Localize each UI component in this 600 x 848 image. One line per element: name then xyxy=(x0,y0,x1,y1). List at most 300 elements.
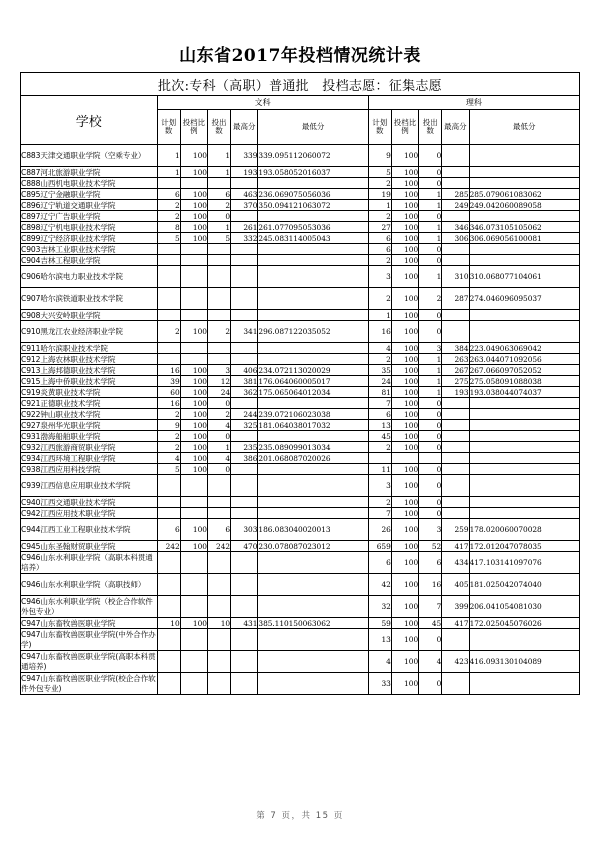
cell-like-admitted: 1 xyxy=(419,365,442,376)
table-row xyxy=(21,189,580,200)
cell-wenke-admitted: 4 xyxy=(208,453,231,464)
cell-like-admitted: 7 xyxy=(419,596,442,618)
table-row xyxy=(21,354,580,365)
cell-wenke-admitted: 3 xyxy=(208,365,231,376)
cell-like-ratio: 100 xyxy=(391,376,418,387)
page-title: 山东省2017年投档情况统计表 xyxy=(179,46,421,66)
cell-wenke-plan: 2 xyxy=(157,211,180,222)
cell-like-min-score xyxy=(469,398,579,409)
cell-like-min-score xyxy=(469,167,579,178)
cell-wenke-ratio xyxy=(180,343,207,354)
group-header-row xyxy=(21,96,580,110)
cell-like-plan: 13 xyxy=(368,629,391,651)
cell-wenke-max-score xyxy=(231,211,258,222)
cell-wenke-min-score xyxy=(258,651,368,673)
cell-wenke-min-score: 339.095112060072 xyxy=(258,145,368,167)
cell-like-max-score: 249 xyxy=(442,200,469,211)
cell-like-min-score xyxy=(469,244,579,255)
cell-wenke-ratio xyxy=(180,244,207,255)
cell-wenke-ratio: 100 xyxy=(180,376,207,387)
cell-wenke-ratio: 100 xyxy=(180,211,207,222)
cell-school-name: C927泉州华光职业学院 xyxy=(21,420,158,431)
cell-like-ratio: 100 xyxy=(391,387,418,398)
cell-wenke-admitted xyxy=(208,596,231,618)
cell-like-min-score: 416.093130104089 xyxy=(469,651,579,673)
cell-wenke-max-score xyxy=(231,596,258,618)
cell-wenke-max-score xyxy=(231,431,258,442)
cell-like-min-score: 172.012047078035 xyxy=(469,541,579,552)
cell-like-ratio: 100 xyxy=(391,552,418,574)
cell-like-plan: 16 xyxy=(368,321,391,343)
table-row xyxy=(21,497,580,508)
cell-like-min-score xyxy=(469,431,579,442)
cell-like-max-score: 306 xyxy=(442,233,469,244)
cell-like-plan: 2 xyxy=(368,211,391,222)
cell-like-ratio: 100 xyxy=(391,475,418,497)
cell-school-name: C883天津交通职业学院（空乘专业） xyxy=(21,145,158,167)
cell-wenke-min-score xyxy=(258,266,368,288)
table-row xyxy=(21,398,580,409)
cell-wenke-min-score xyxy=(258,508,368,519)
cell-wenke-plan: 2 xyxy=(157,409,180,420)
cell-wenke-admitted: 4 xyxy=(208,420,231,431)
cell-wenke-plan xyxy=(157,475,180,497)
cell-school-name: C931渤海船舶职业学院 xyxy=(21,431,158,442)
cell-like-plan: 659 xyxy=(368,541,391,552)
cell-school-name: C903吉林工业职业技术学院 xyxy=(21,244,158,255)
cell-wenke-ratio: 100 xyxy=(180,409,207,420)
cell-like-ratio: 100 xyxy=(391,442,418,453)
cell-like-plan: 1 xyxy=(368,200,391,211)
cell-wenke-max-score xyxy=(231,398,258,409)
cell-school-name: C906哈尔滨电力职业技术学院 xyxy=(21,266,158,288)
cell-like-max-score xyxy=(442,508,469,519)
cell-like-plan: 19 xyxy=(368,189,391,200)
cell-school-name: C946山东水利职业学院（高职本科贯通培养） xyxy=(21,552,158,574)
col-wenke-admitted: 投出数 xyxy=(208,110,231,145)
cell-wenke-admitted: 10 xyxy=(208,618,231,629)
cell-wenke-min-score: 175.065064012034 xyxy=(258,387,368,398)
cell-like-max-score xyxy=(442,167,469,178)
cell-like-min-score xyxy=(469,508,579,519)
cell-wenke-max-score xyxy=(231,508,258,519)
table-row xyxy=(21,519,580,541)
cell-like-plan: 2 xyxy=(368,497,391,508)
cell-wenke-plan: 60 xyxy=(157,387,180,398)
cell-wenke-ratio xyxy=(180,497,207,508)
cell-like-max-score: 263 xyxy=(442,354,469,365)
cell-like-admitted: 1 xyxy=(419,189,442,200)
table-row xyxy=(21,618,580,629)
cell-school-name: C921正德职业技术学院 xyxy=(21,398,158,409)
cell-like-admitted: 0 xyxy=(419,244,442,255)
cell-like-plan: 4 xyxy=(368,651,391,673)
cell-like-max-score xyxy=(442,442,469,453)
cell-like-max-score xyxy=(442,255,469,266)
cell-like-admitted: 16 xyxy=(419,574,442,596)
batch-info: 批次:专科（高职）普通批 投档志愿：征集志愿 xyxy=(21,73,580,96)
cell-wenke-admitted: 12 xyxy=(208,376,231,387)
table-row xyxy=(21,200,580,211)
cell-like-ratio xyxy=(391,453,418,464)
cell-wenke-max-score xyxy=(231,475,258,497)
cell-school-name: C919炎黄职业技术学院 xyxy=(21,387,158,398)
cell-wenke-max-score: 244 xyxy=(231,409,258,420)
cell-wenke-admitted: 2 xyxy=(208,409,231,420)
page-footer: 第 7 页，共 15 页 xyxy=(256,811,344,821)
cell-wenke-admitted xyxy=(208,673,231,695)
cell-school-name: C947山东畜牧兽医职业学院 xyxy=(21,618,158,629)
table-row xyxy=(21,255,580,266)
cell-wenke-min-score: 239.072106023038 xyxy=(258,409,368,420)
cell-wenke-plan: 39 xyxy=(157,376,180,387)
cell-wenke-min-score xyxy=(258,629,368,651)
cell-like-max-score xyxy=(442,497,469,508)
cell-like-min-score xyxy=(469,310,579,321)
cell-wenke-ratio: 100 xyxy=(180,519,207,541)
cell-wenke-admitted xyxy=(208,354,231,365)
cell-wenke-min-score: 245.083114005043 xyxy=(258,233,368,244)
cell-like-plan: 81 xyxy=(368,387,391,398)
cell-wenke-min-score xyxy=(258,255,368,266)
cell-wenke-max-score: 381 xyxy=(231,376,258,387)
cell-wenke-min-score xyxy=(258,552,368,574)
cell-wenke-max-score: 261 xyxy=(231,222,258,233)
cell-wenke-admitted: 1 xyxy=(208,442,231,453)
cell-wenke-max-score: 431 xyxy=(231,618,258,629)
table-row xyxy=(21,376,580,387)
cell-wenke-min-score: 385.110150063062 xyxy=(258,618,368,629)
cell-wenke-plan: 10 xyxy=(157,618,180,629)
cell-wenke-plan: 6 xyxy=(157,189,180,200)
cell-wenke-max-score xyxy=(231,629,258,651)
cell-wenke-ratio: 100 xyxy=(180,167,207,178)
cell-like-admitted: 0 xyxy=(419,497,442,508)
cell-like-admitted: 2 xyxy=(419,288,442,310)
cell-like-min-score xyxy=(469,255,579,266)
table-row xyxy=(21,442,580,453)
cell-wenke-min-score xyxy=(258,288,368,310)
cell-like-ratio: 100 xyxy=(391,409,418,420)
cell-wenke-admitted: 5 xyxy=(208,233,231,244)
cell-wenke-max-score xyxy=(231,266,258,288)
cell-like-min-score xyxy=(469,673,579,695)
cell-like-plan: 33 xyxy=(368,673,391,695)
cell-like-ratio: 100 xyxy=(391,354,418,365)
cell-wenke-plan: 2 xyxy=(157,442,180,453)
col-wenke-ratio: 投档比例 xyxy=(180,110,207,145)
cell-like-ratio: 100 xyxy=(391,178,418,189)
cell-wenke-admitted: 0 xyxy=(208,431,231,442)
cell-like-max-score xyxy=(442,464,469,475)
cell-wenke-ratio xyxy=(180,629,207,651)
cell-wenke-min-score: 236.069075056036 xyxy=(258,189,368,200)
cell-like-max-score xyxy=(442,310,469,321)
cell-wenke-min-score xyxy=(258,244,368,255)
table-row xyxy=(21,288,580,310)
cell-like-admitted: 1 xyxy=(419,266,442,288)
cell-wenke-plan xyxy=(157,651,180,673)
cell-like-max-score xyxy=(442,409,469,420)
cell-wenke-ratio xyxy=(180,574,207,596)
cell-like-ratio: 100 xyxy=(391,508,418,519)
cell-wenke-plan xyxy=(157,178,180,189)
cell-like-plan: 26 xyxy=(368,519,391,541)
cell-like-admitted: 0 xyxy=(419,464,442,475)
col-like-ratio: 投档比例 xyxy=(391,110,418,145)
cell-like-ratio: 100 xyxy=(391,365,418,376)
cell-like-plan: 13 xyxy=(368,420,391,431)
table-row xyxy=(21,178,580,189)
table-row xyxy=(21,673,580,695)
cell-like-max-score: 434 xyxy=(442,552,469,574)
cell-wenke-admitted: 242 xyxy=(208,541,231,552)
cell-like-min-score: 172.025045076026 xyxy=(469,618,579,629)
cell-school-name: C908大兴安岭职业学院 xyxy=(21,310,158,321)
cell-like-min-score: 267.066097052052 xyxy=(469,365,579,376)
cell-like-ratio: 100 xyxy=(391,310,418,321)
cell-wenke-plan xyxy=(157,244,180,255)
cell-like-plan: 2 xyxy=(368,255,391,266)
cell-wenke-min-score xyxy=(258,497,368,508)
cell-like-admitted: 0 xyxy=(419,508,442,519)
cell-like-plan: 27 xyxy=(368,222,391,233)
cell-like-ratio: 100 xyxy=(391,233,418,244)
cell-wenke-min-score xyxy=(258,574,368,596)
cell-like-max-score xyxy=(442,629,469,651)
table-row xyxy=(21,629,580,651)
cell-like-admitted: 0 xyxy=(419,475,442,497)
cell-like-plan: 2 xyxy=(368,288,391,310)
cell-like-admitted: 1 xyxy=(419,354,442,365)
cell-school-name: C904吉林工程职业学院 xyxy=(21,255,158,266)
cell-like-plan: 45 xyxy=(368,431,391,442)
cell-wenke-max-score xyxy=(231,354,258,365)
table-row xyxy=(21,651,580,673)
cell-school-name: C945山东圣翰财贸职业学院 xyxy=(21,541,158,552)
cell-like-max-score xyxy=(442,673,469,695)
cell-wenke-ratio: 100 xyxy=(180,618,207,629)
cell-wenke-min-score: 235.089099013034 xyxy=(258,442,368,453)
cell-like-ratio: 100 xyxy=(391,618,418,629)
cell-like-plan xyxy=(368,453,391,464)
cell-like-plan: 6 xyxy=(368,409,391,420)
cell-like-min-score: 223.049063069042 xyxy=(469,343,579,354)
cell-like-ratio: 100 xyxy=(391,321,418,343)
cell-wenke-ratio: 100 xyxy=(180,321,207,343)
table-row xyxy=(21,343,580,354)
cell-wenke-admitted xyxy=(208,255,231,266)
group-header-wenke: 文科 xyxy=(157,96,368,110)
cell-wenke-admitted: 6 xyxy=(208,519,231,541)
cell-school-name: C898辽宁机电职业技术学院 xyxy=(21,222,158,233)
table-body xyxy=(21,73,580,695)
cell-wenke-max-score: 339 xyxy=(231,145,258,167)
table-row xyxy=(21,420,580,431)
cell-wenke-plan: 1 xyxy=(157,167,180,178)
cell-wenke-plan xyxy=(157,288,180,310)
cell-like-ratio: 100 xyxy=(391,464,418,475)
cell-like-ratio: 100 xyxy=(391,541,418,552)
cell-like-max-score xyxy=(442,145,469,167)
cell-wenke-max-score xyxy=(231,255,258,266)
cell-like-ratio: 100 xyxy=(391,629,418,651)
cell-wenke-max-score xyxy=(231,574,258,596)
table-row xyxy=(21,596,580,618)
cell-wenke-admitted xyxy=(208,475,231,497)
cell-like-max-score: 285 xyxy=(442,189,469,200)
cell-like-plan: 9 xyxy=(368,145,391,167)
cell-wenke-plan xyxy=(157,673,180,695)
batch-row xyxy=(21,73,580,96)
cell-like-min-score: 249.042060089058 xyxy=(469,200,579,211)
cell-wenke-ratio xyxy=(180,255,207,266)
cell-school-name: C947山东畜牧兽医职业学院(校企合作软件外包专业) xyxy=(21,674,156,693)
group-header-like: 理科 xyxy=(368,96,579,110)
cell-wenke-min-score xyxy=(258,673,368,695)
cell-like-max-score: 417 xyxy=(442,541,469,552)
cell-wenke-plan xyxy=(157,508,180,519)
cell-wenke-plan: 6 xyxy=(157,519,180,541)
cell-like-min-score: 274.046096095037 xyxy=(469,288,579,310)
col-wenke-min: 最低分 xyxy=(258,110,368,145)
cell-wenke-plan xyxy=(157,266,180,288)
cell-like-admitted: 0 xyxy=(419,167,442,178)
cell-school-name: C940江西交通职业技术学院 xyxy=(21,497,158,508)
cell-wenke-ratio xyxy=(180,596,207,618)
table-row xyxy=(21,453,580,464)
cell-wenke-min-score: 296.087122035052 xyxy=(258,321,368,343)
cell-like-min-score xyxy=(469,178,579,189)
cell-like-admitted: 1 xyxy=(419,233,442,244)
cell-like-min-score xyxy=(469,420,579,431)
cell-wenke-plan xyxy=(157,552,180,574)
cell-like-ratio: 100 xyxy=(391,398,418,409)
cell-like-max-score xyxy=(442,420,469,431)
cell-wenke-max-score xyxy=(231,244,258,255)
cell-like-min-score xyxy=(469,497,579,508)
cell-like-max-score xyxy=(442,178,469,189)
cell-like-min-score xyxy=(469,321,579,343)
cell-wenke-plan xyxy=(157,596,180,618)
cell-like-admitted: 0 xyxy=(419,321,442,343)
cell-like-ratio: 100 xyxy=(391,211,418,222)
cell-wenke-plan: 8 xyxy=(157,222,180,233)
table-row xyxy=(21,321,580,343)
cell-like-min-score: 193.038044074037 xyxy=(469,387,579,398)
cell-like-max-score xyxy=(442,211,469,222)
cell-like-plan: 1 xyxy=(368,310,391,321)
table-row xyxy=(21,552,580,574)
cell-like-admitted xyxy=(419,453,442,464)
cell-school-name: C934江西环境工程职业学院 xyxy=(21,453,158,464)
cell-wenke-plan xyxy=(157,255,180,266)
cell-like-min-score: 285.079061083062 xyxy=(469,189,579,200)
cell-like-ratio: 100 xyxy=(391,673,418,695)
cell-wenke-ratio xyxy=(180,178,207,189)
cell-wenke-max-score xyxy=(231,178,258,189)
cell-wenke-ratio: 100 xyxy=(180,365,207,376)
cell-wenke-min-score xyxy=(258,310,368,321)
cell-wenke-admitted xyxy=(208,552,231,574)
cell-school-name: C887河北旅游职业学院 xyxy=(21,167,158,178)
cell-wenke-plan xyxy=(157,629,180,651)
table-row xyxy=(21,574,580,596)
cell-wenke-plan xyxy=(157,497,180,508)
cell-like-ratio: 100 xyxy=(391,497,418,508)
cell-like-admitted: 4 xyxy=(419,651,442,673)
cell-wenke-min-score xyxy=(258,398,368,409)
cell-wenke-ratio xyxy=(180,288,207,310)
table-row xyxy=(21,145,580,167)
cell-like-admitted: 0 xyxy=(419,629,442,651)
cell-wenke-min-score: 176.064060005017 xyxy=(258,376,368,387)
cell-like-plan: 35 xyxy=(368,365,391,376)
cell-wenke-max-score: 370 xyxy=(231,200,258,211)
cell-wenke-min-score xyxy=(258,211,368,222)
cell-wenke-admitted: 0 xyxy=(208,211,231,222)
cell-school-name: C915上海中侨职业技术学院 xyxy=(21,376,158,387)
cell-like-admitted: 0 xyxy=(419,178,442,189)
table-row xyxy=(21,222,580,233)
cell-school-name: C911哈尔滨职业技术学院 xyxy=(21,343,158,354)
cell-wenke-min-score: 230.078087023012 xyxy=(258,541,368,552)
cell-like-admitted: 0 xyxy=(419,211,442,222)
cell-wenke-ratio xyxy=(180,673,207,695)
cell-like-max-score: 423 xyxy=(442,651,469,673)
cell-school-name: C896辽宁轨道交通职业学院 xyxy=(21,200,158,211)
cell-like-min-score xyxy=(469,453,579,464)
table-row xyxy=(21,310,580,321)
table-row xyxy=(21,541,580,552)
col-like-min: 最低分 xyxy=(469,110,579,145)
cell-wenke-admitted xyxy=(208,288,231,310)
cell-like-plan: 3 xyxy=(368,475,391,497)
cell-like-ratio: 100 xyxy=(391,145,418,167)
cell-wenke-admitted xyxy=(208,497,231,508)
cell-like-admitted: 0 xyxy=(419,420,442,431)
cell-like-max-score: 399 xyxy=(442,596,469,618)
cell-wenke-ratio: 100 xyxy=(180,420,207,431)
cell-school-name: C907哈尔滨铁道职业技术学院 xyxy=(21,288,158,310)
cell-like-ratio: 100 xyxy=(391,420,418,431)
cell-like-max-score xyxy=(442,475,469,497)
cell-like-ratio: 100 xyxy=(391,189,418,200)
cell-school-name: C912上海农林职业技术学院 xyxy=(21,354,158,365)
cell-like-max-score xyxy=(442,453,469,464)
cell-like-max-score: 346 xyxy=(442,222,469,233)
cell-wenke-admitted xyxy=(208,178,231,189)
cell-wenke-admitted xyxy=(208,343,231,354)
cell-like-admitted: 0 xyxy=(419,431,442,442)
cell-wenke-ratio: 100 xyxy=(180,442,207,453)
cell-like-ratio: 100 xyxy=(391,343,418,354)
cell-wenke-max-score xyxy=(231,673,258,695)
cell-like-ratio: 100 xyxy=(391,288,418,310)
cell-wenke-max-score: 235 xyxy=(231,442,258,453)
cell-like-plan: 42 xyxy=(368,574,391,596)
table-row xyxy=(21,233,580,244)
cell-wenke-admitted: 0 xyxy=(208,464,231,475)
cell-like-admitted: 1 xyxy=(419,376,442,387)
cell-wenke-admitted: 24 xyxy=(208,387,231,398)
cell-wenke-min-score: 201.068087020026 xyxy=(258,453,368,464)
table-row xyxy=(21,167,580,178)
cell-wenke-max-score: 303 xyxy=(231,519,258,541)
cell-school-name: C944江西工业工程职业技术学院 xyxy=(21,519,158,541)
cell-school-name: C946山东水利职业学院（高职技师） xyxy=(21,574,158,596)
cell-wenke-plan: 16 xyxy=(157,398,180,409)
